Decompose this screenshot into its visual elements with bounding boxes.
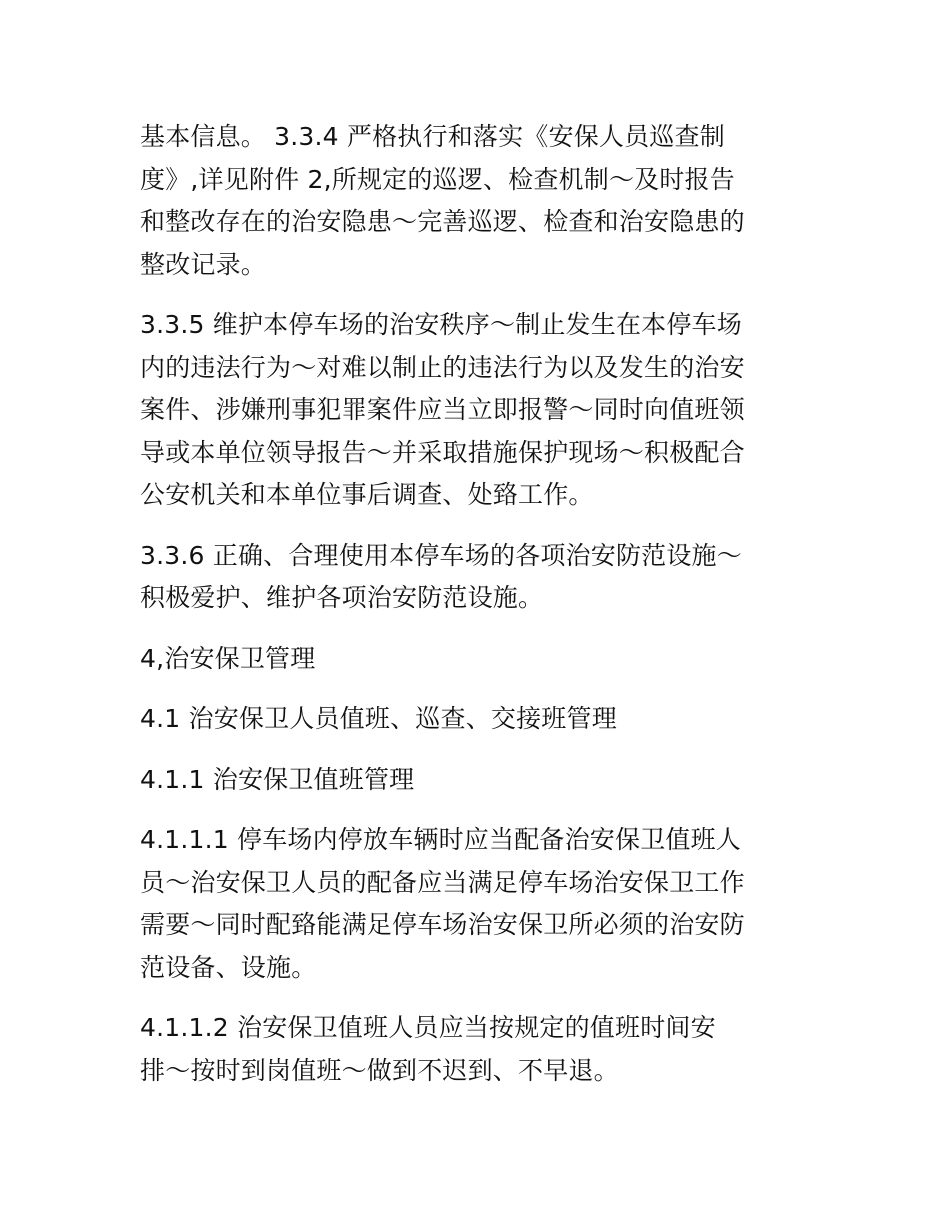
text-line: 整改记录。 [140, 249, 267, 279]
text-line: 排～按时到岗值班～做到不迟到、不早退。 [140, 1055, 619, 1085]
paragraph-4-1-1-2 [140, 1007, 815, 1092]
heading-text: 4.1.1 治安保卫值班管理 [140, 764, 415, 794]
text-line: 和整改存在的治安隐患～完善巡逻、检查和治安隐患的 [140, 207, 745, 236]
text-line: 案件、涉嫌刑事犯罪案件应当立即报警～同时向值班领 [140, 395, 745, 424]
text-line: 度》,详见附件 2,所规定的巡逻、检查机制～及时报告 [140, 164, 735, 194]
text-line: 4.1.1.2 治安保卫值班人员应当按规定的值班时间安 [140, 1013, 716, 1042]
text-line: 积极爱护、维护各项治安防范设施。 [140, 583, 544, 612]
text-line: 公安机关和本单位事后调查、处臵工作。 [140, 480, 594, 509]
text-line: 导或本单位领导报告～并采取措施保护现场～积极配合 [140, 437, 745, 467]
text-line: 范设备、设施。 [140, 952, 317, 982]
paragraph-3-3-4 [140, 116, 815, 286]
section-heading-4-1-1 [140, 759, 815, 802]
document-body [140, 116, 815, 1110]
text-line: 4.1.1.1 停车场内停放车辆时应当配备治安保卫值班人 [140, 825, 742, 854]
section-heading-4 [140, 638, 815, 681]
text-line: 内的违法行为～对难以制止的违法行为以及发生的治安 [140, 352, 745, 382]
section-heading-4-1 [140, 698, 815, 741]
heading-text: 4,治安保卫管理 [140, 643, 316, 673]
text-line: 员～治安保卫人员的配备应当满足停车场治安保卫工作 [140, 867, 745, 897]
paragraph-4-1-1-1 [140, 819, 815, 989]
paragraph-3-3-6 [140, 535, 815, 620]
paragraph-3-3-5 [140, 304, 815, 517]
text-line: 基本信息。 3.3.4 严格执行和落实《安保人员巡查制 [140, 122, 725, 151]
text-line: 3.3.5 维护本停车场的治安秩序～制止发生在本停车场 [140, 310, 742, 339]
text-line: 3.3.6 正确、合理使用本停车场的各项治安防范设施～ [140, 540, 742, 570]
heading-text: 4.1 治安保卫人员值班、巡查、交接班管理 [140, 704, 617, 733]
text-line: 需要～同时配臵能满足停车场治安保卫所必须的治安防 [140, 910, 745, 939]
